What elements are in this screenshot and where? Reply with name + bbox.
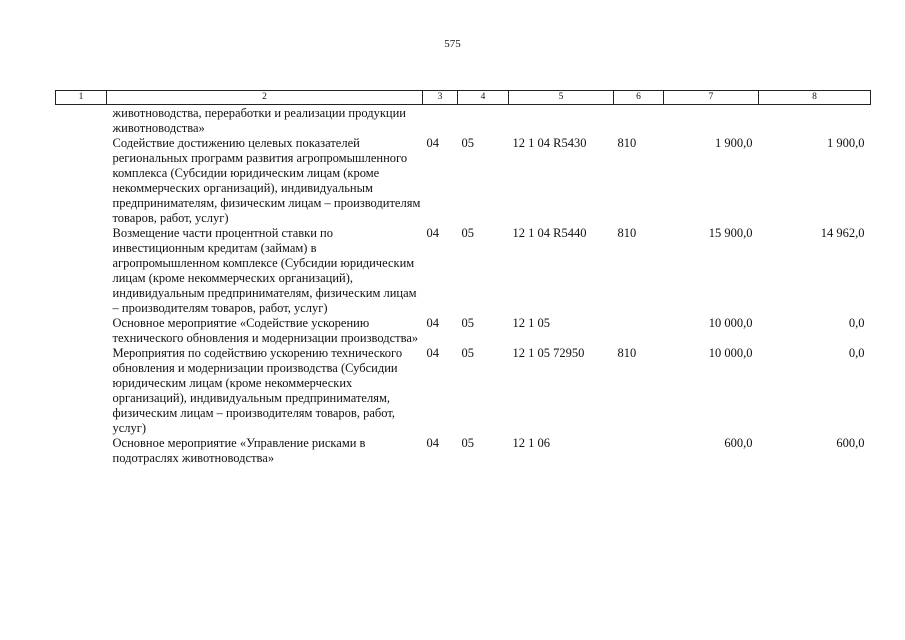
row-amount-1: 10 000,0 [708, 346, 753, 360]
row-csr: 12 1 04 R5440 [512, 226, 587, 240]
row-pr: 05 [461, 226, 474, 240]
row-amount-2 [759, 105, 871, 137]
row-csr: 12 1 05 [512, 316, 550, 330]
row-rz: 04 [426, 346, 439, 360]
row-name: Основное мероприятие «Управление рисками в подотраслях животноводства» [112, 436, 366, 465]
column-header-7: 7 [664, 91, 759, 105]
column-header-8: 8 [759, 91, 871, 105]
table-row [56, 316, 871, 346]
row-amount-2: 0,0 [848, 346, 865, 360]
row-vr: 810 [617, 136, 637, 150]
table-row [56, 436, 871, 466]
row-name: Возмещение части процентной ставки по инвестиционным кредитам (займам) в агропромышленном комплексе (Субсидии юридическим лицам (кроме некоммерческих организаций), индивидуальным предпринимателям, физическим лицам – производителям товаров, работ, услуг) [112, 226, 417, 315]
row-csr: 12 1 06 [512, 436, 550, 450]
row-index-cell [56, 316, 107, 346]
row-amount-2: 600,0 [836, 436, 865, 450]
page-number: 575 [444, 38, 461, 50]
row-amount-2: 0,0 [848, 316, 865, 330]
column-header-2: 2 [107, 91, 423, 105]
column-header-6: 6 [614, 91, 664, 105]
column-header-4: 4 [458, 91, 509, 105]
row-amount-1: 10 000,0 [708, 316, 753, 330]
column-header-5: 5 [509, 91, 614, 105]
row-index-cell [56, 436, 107, 466]
column-header-3: 3 [423, 91, 458, 105]
table-row [56, 105, 871, 137]
row-name: Мероприятия по содействию ускорению технического обновления и модернизации производства (Субсидии юридическим лицам (кроме некоммерческих организаций), индивидуальным предпринимателям, физическим лицам – производителям товаров, работ, услуг) [112, 346, 403, 435]
row-pr: 05 [461, 436, 474, 450]
row-amount-1: 1 900,0 [715, 136, 753, 150]
row-pr: 05 [461, 346, 474, 360]
row-rz: 04 [426, 436, 439, 450]
row-amount-2: 14 962,0 [820, 226, 865, 240]
row-vr [614, 316, 664, 346]
row-pr: 05 [461, 316, 474, 330]
column-header-row [56, 91, 871, 105]
row-name: животноводства, переработки и реализации продукции животноводства» [112, 106, 406, 135]
row-vr: 810 [617, 346, 637, 360]
row-rz: 04 [426, 226, 439, 240]
table-row [56, 226, 871, 316]
row-index-cell [56, 226, 107, 316]
budget-table-container [55, 90, 870, 466]
column-header-1: 1 [56, 91, 107, 105]
row-amount-1: 15 900,0 [708, 226, 753, 240]
row-amount-1: 600,0 [724, 436, 753, 450]
row-csr: 12 1 04 R5430 [512, 136, 587, 150]
row-csr: 12 1 05 72950 [512, 346, 585, 360]
row-index-cell [56, 136, 107, 226]
budget-table [55, 90, 871, 466]
table-row [56, 136, 871, 226]
row-rz: 04 [426, 316, 439, 330]
row-index-cell [56, 105, 107, 137]
row-name: Основное мероприятие «Содействие ускорению технического обновления и модернизации производства» [112, 316, 419, 345]
row-vr [614, 105, 664, 137]
row-rz: 04 [426, 136, 439, 150]
row-vr [614, 436, 664, 466]
row-index-cell [56, 346, 107, 436]
row-rz [423, 105, 458, 137]
row-vr: 810 [617, 226, 637, 240]
row-amount-2: 1 900,0 [827, 136, 865, 150]
row-pr [458, 105, 509, 137]
table-row [56, 346, 871, 436]
row-csr [509, 105, 614, 137]
row-name: Содействие достижению целевых показателей региональных программ развития агропромышленного комплекса (Субсидии юридическим лицам (кроме некоммерческих организаций), индивидуальным предпринимателям, физическим лицам – производителям товаров, работ, услуг) [112, 136, 421, 225]
row-pr: 05 [461, 136, 474, 150]
row-amount-1 [664, 105, 759, 137]
